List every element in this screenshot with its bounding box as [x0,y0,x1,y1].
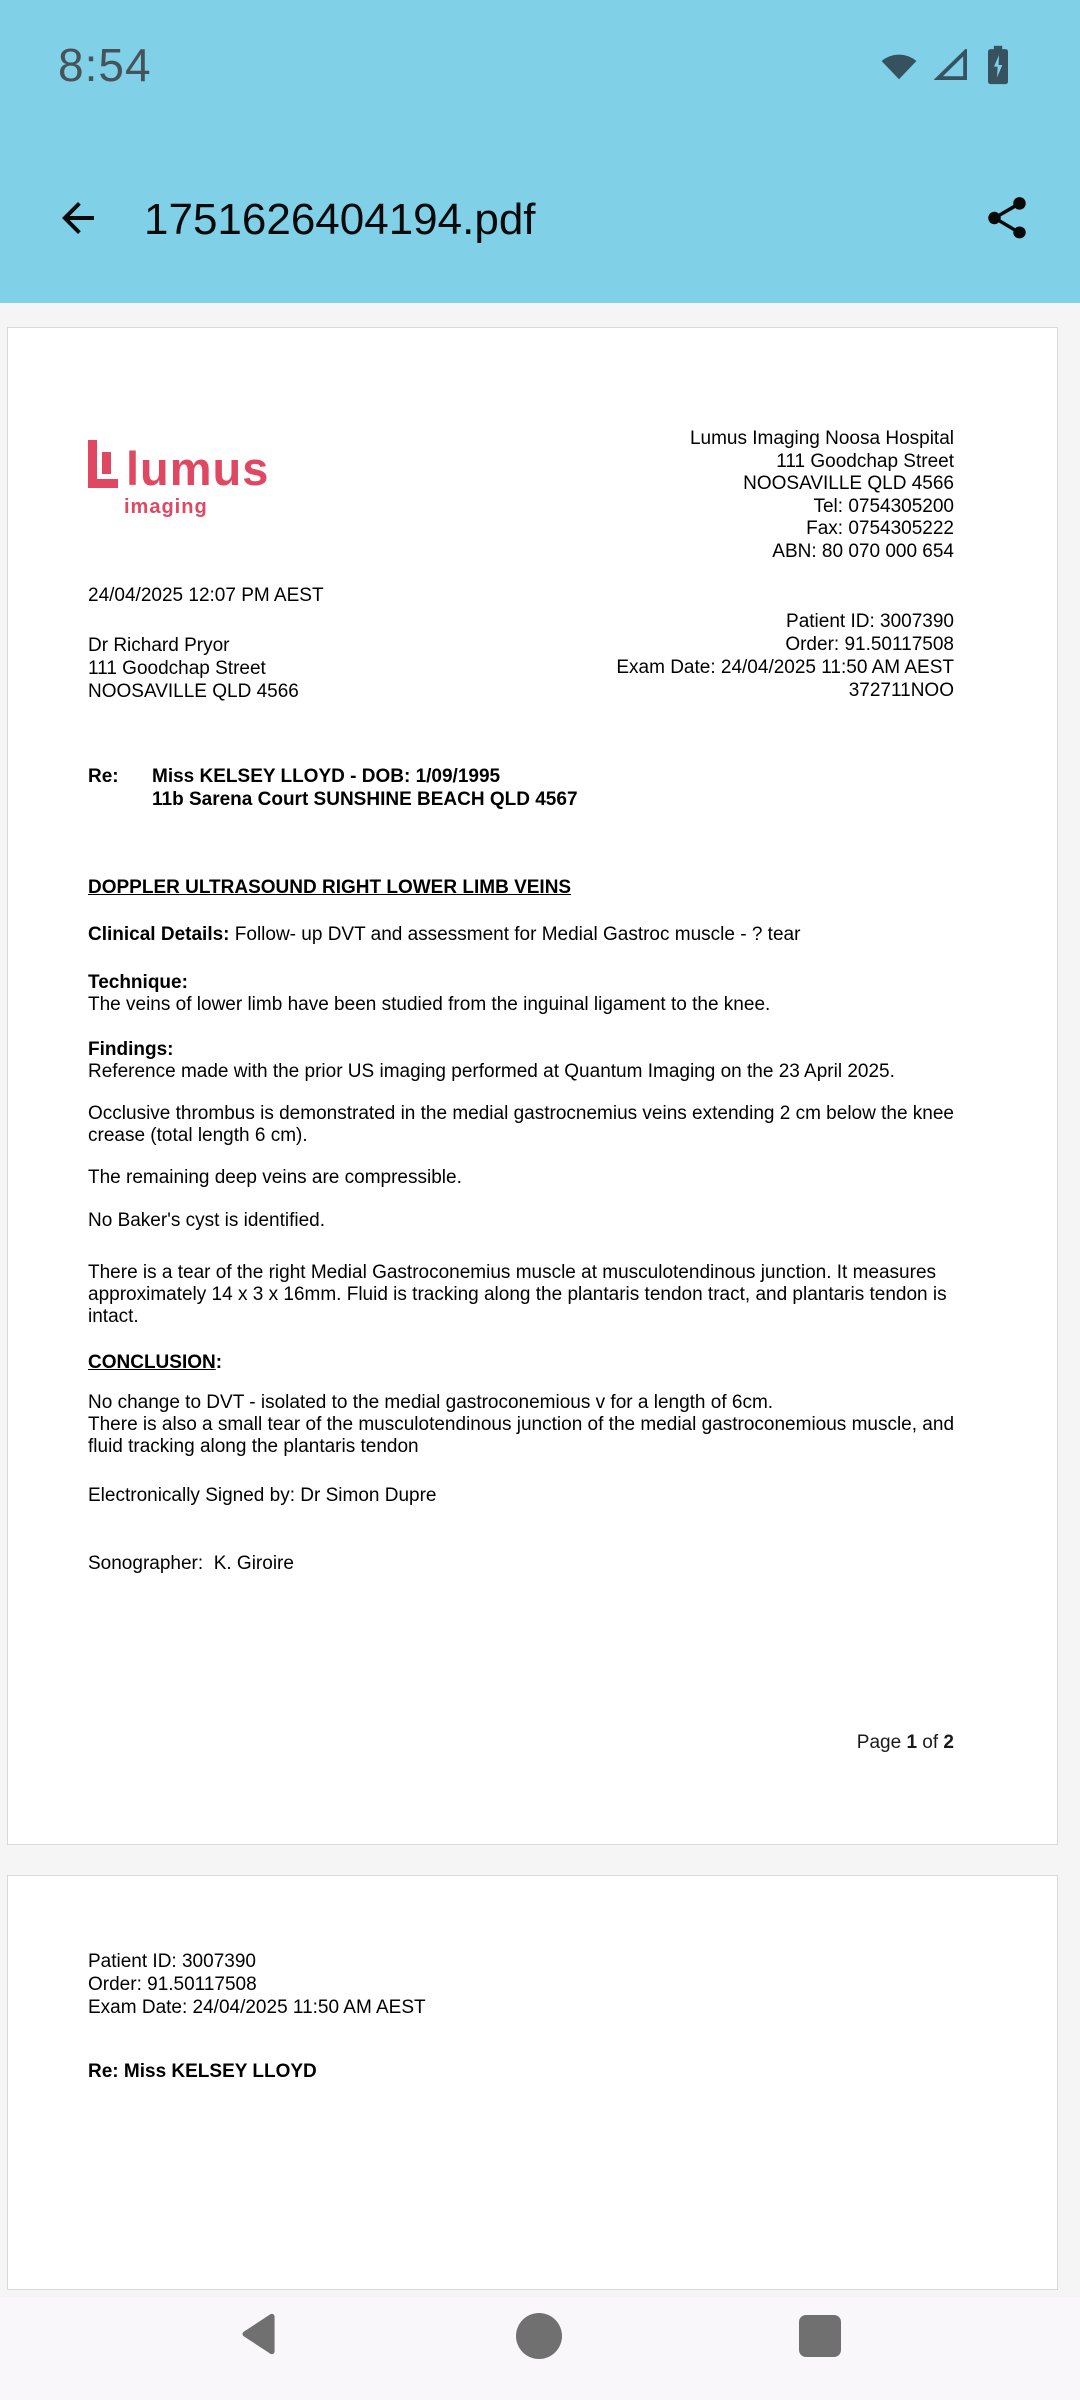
android-nav-bar [0,2297,1080,2400]
referrer-line: Dr Richard Pryor [88,635,230,656]
wifi-icon [880,49,918,81]
page-indicator [857,1732,954,1754]
order-number-line: Order: 91.50117508 [785,634,954,655]
back-arrow-icon [54,194,102,247]
cellular-signal-icon [934,49,970,81]
pdf-page-2 [7,1875,1058,2290]
sonographer: Sonographer: K. Giroire [88,1553,294,1574]
findings-paragraph: The remaining deep veins are compressible. [88,1167,462,1188]
address-line: Fax: 0754305222 [806,518,954,539]
clinical-details-label: Clinical Details: [88,924,230,945]
clinical-details [88,924,954,946]
share-button[interactable] [980,190,1034,250]
findings-paragraph: No Baker's cyst is identified. [88,1210,325,1231]
address-line: NOOSAVILLE QLD 4566 [743,473,954,494]
back-triangle-icon [237,2310,281,2363]
referrer-line: 111 Goodchap Street [88,658,266,679]
order-details-block [616,610,954,703]
home-circle-icon [516,2313,562,2359]
re-label: Re: [88,766,119,787]
exam-date-line: Exam Date: 24/04/2025 11:50 AM AEST [88,1997,426,2018]
order-number-line: Order: 91.50117508 [88,1974,257,1995]
accession-line: 372711NOO [848,680,954,701]
conclusion-line-1: No change to DVT - isolated to the medial gastroconemious v for a length of 6cm. [88,1392,774,1413]
page-total: 2 [943,1732,954,1753]
findings-heading: Findings: [88,1039,174,1060]
address-line: Tel: 0754305200 [813,495,954,517]
re-patient-name: Re: Miss KELSEY LLOYD [88,2061,317,2082]
conclusion-colon: : [215,1352,223,1373]
findings-paragraph: Reference made with the prior US imaging performed at Quantum Imaging on the 23 April 2025. [88,1061,895,1082]
referrer-block [88,634,299,703]
battery-charging-icon [986,45,1010,85]
top-blue-bar [0,0,1080,303]
clinic-address [690,428,954,563]
status-icons [880,45,1010,85]
exam-title: DOPPLER ULTRASOUND RIGHT LOWER LIMB VEINS [88,877,572,898]
nav-recents-button[interactable] [795,2311,845,2361]
re-patient-name-dob: Miss KELSEY LLOYD - DOB: 1/09/1995 [152,766,501,787]
logo-wordmark: lumus [126,442,270,495]
logo-subtext: imaging [124,496,208,518]
recents-square-icon [799,2315,841,2357]
conclusion-heading [88,1352,954,1374]
conclusion-label: CONCLUSION [88,1352,216,1373]
findings-paragraph: Occlusive thrombus is demonstrated in the medial gastrocnemius veins extending 2 cm below the knee crease (total length 6 cm). [88,1103,954,1146]
back-button[interactable] [52,194,104,246]
pdf-page-1 [7,327,1058,1845]
address-line: 111 Goodchap Street [776,450,954,472]
pdf-viewer-scroll-area[interactable] [0,303,1080,2297]
referrer-line: NOOSAVILLE QLD 4566 [88,681,299,702]
nav-home-button[interactable] [514,2311,564,2361]
pdf-title: 1751626404194.pdf [144,195,536,244]
re-patient-block [88,766,954,811]
page-indicator-text: of [917,1732,944,1753]
status-bar [58,38,1010,92]
address-line: ABN: 80 070 000 654 [772,540,954,562]
technique-heading: Technique: [88,972,188,993]
nav-back-button[interactable] [234,2311,284,2361]
clock-time: 8:54 [58,39,152,91]
patient-id-line: Patient ID: 3007390 [88,1951,256,1972]
findings-paragraph: There is a tear of the right Medial Gastroconemius muscle at musculotendinous junction. It measures approximately 14 x 3 x 16mm. Fluid is tracking along the plantaris tendon tract, and plantaris tendon is intact. [88,1262,947,1327]
lumus-logo [88,440,269,563]
signed-by: Electronically Signed by: Dr Simon Dupre [88,1485,437,1506]
re-patient-address: 11b Sarena Court SUNSHINE BEACH QLD 4567 [152,788,578,810]
lumus-logo-mark-icon [88,440,118,488]
conclusion-paragraph [88,1392,954,1458]
technique-body: The veins of lower limb have been studied from the inguinal ligament to the knee. [88,994,771,1015]
conclusion-line-2: There is also a small tear of the musculotendinous junction of the medial gastroconemious muscle, and fluid tracking along the plantaris tendon [88,1414,955,1457]
exam-date-line: Exam Date: 24/04/2025 11:50 AM AEST [616,657,954,678]
patient-id-line: Patient ID: 3007390 [786,611,954,632]
page-indicator-text: Page [856,1732,907,1753]
report-datetime: 24/04/2025 12:07 PM AEST [88,585,324,606]
clinical-details-text: Follow- up DVT and assessment for Medial Gastroc muscle - ? tear [234,924,801,945]
app-bar [0,185,1080,255]
order-details-block [88,1950,954,2019]
page-number: 1 [906,1732,918,1753]
share-icon [982,190,1032,251]
address-line: Lumus Imaging Noosa Hospital [689,428,954,449]
